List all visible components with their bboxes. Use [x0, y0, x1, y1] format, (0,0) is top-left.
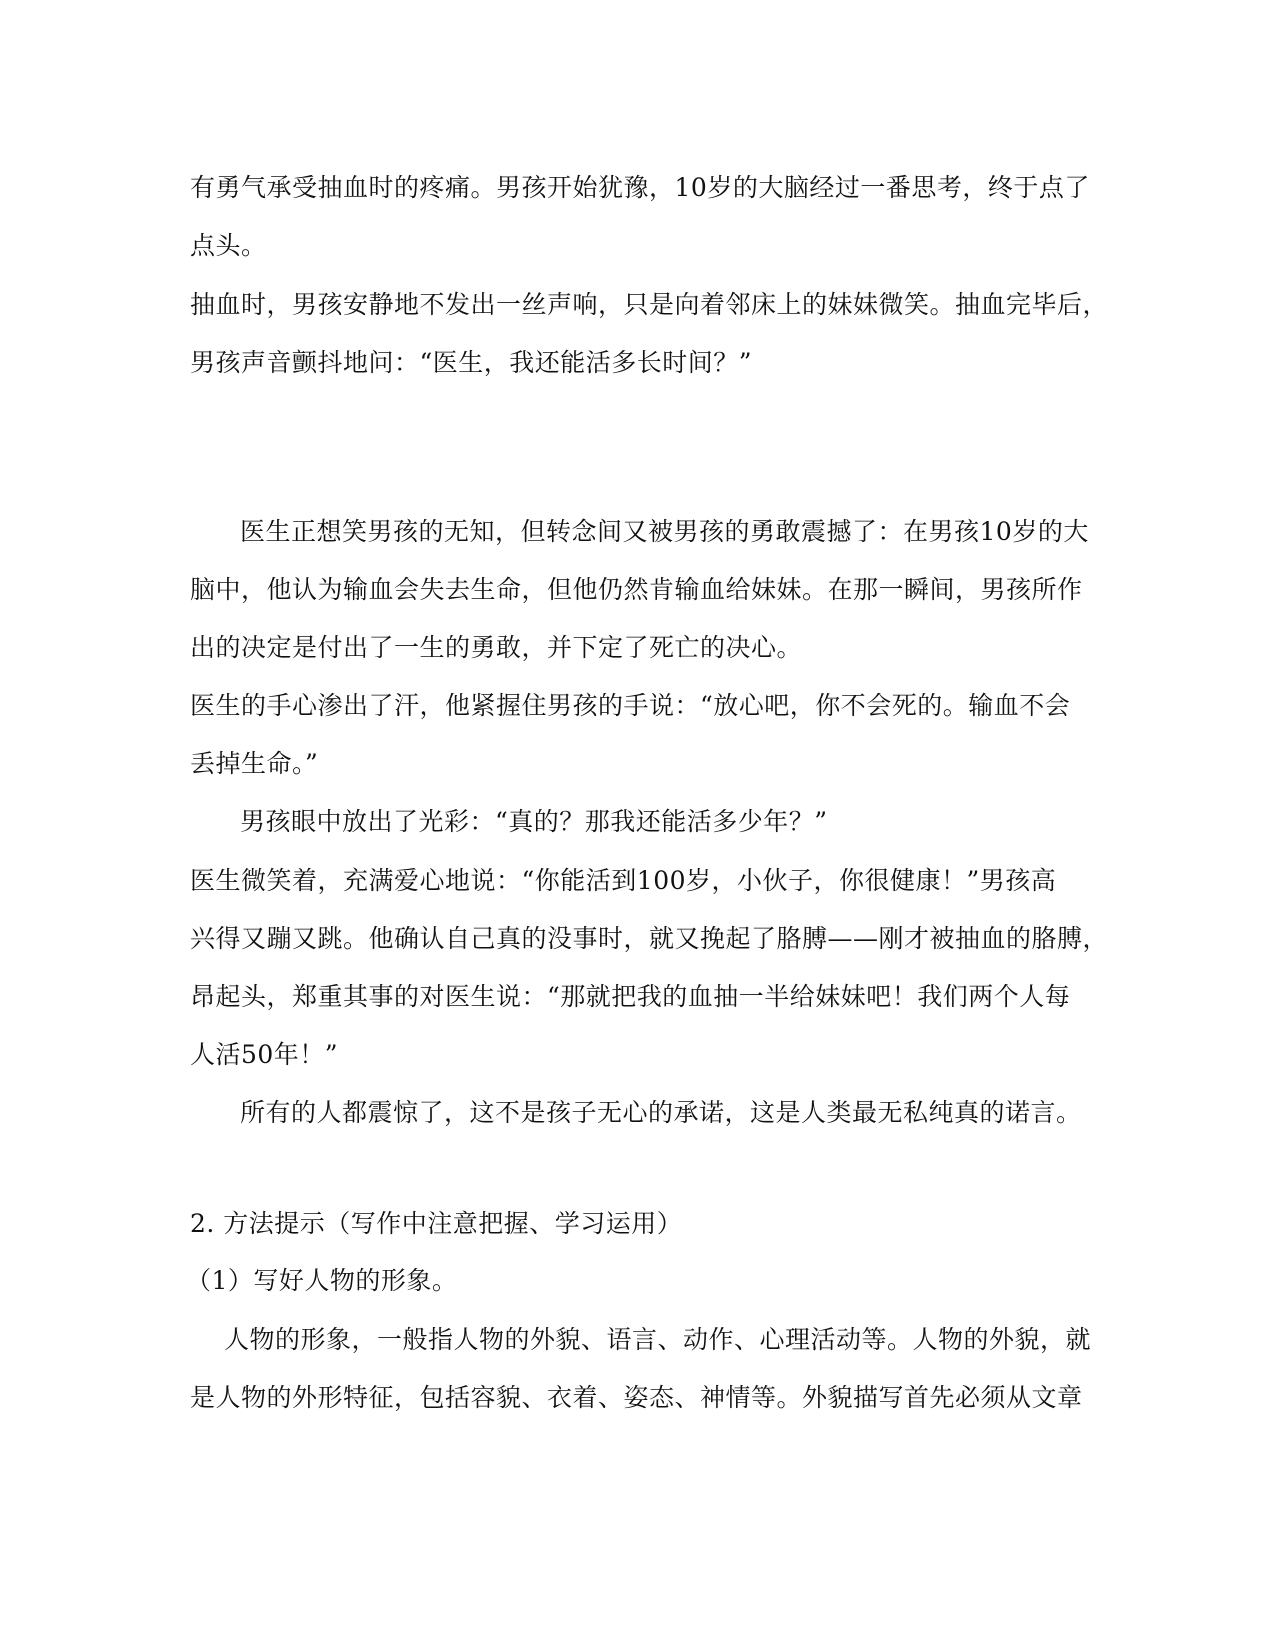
section-heading: 2. 方法提示（写作中注意把握、学习运用） — [190, 1209, 683, 1238]
text-line: 人活50年！” — [190, 1040, 339, 1069]
paragraph-start: 所有的人都震惊了，这不是孩子无心的承诺，这是人类最无私纯真的诺言。 — [240, 1098, 1082, 1127]
text-line: 脑中，他认为输血会失去生命，但他仍然肯输血给妹妹。在那一瞬间，男孩所作 — [190, 575, 1083, 604]
text-line: 医生微笑着，充满爱心地说：“你能活到100岁，小伙子，你很健康！”男孩高 — [190, 866, 1057, 895]
text-line: 出的决定是付出了一生的勇敢，并下定了死亡的决心。 — [190, 633, 803, 662]
text-line: 男孩声音颤抖地问：“医生，我还能活多长时间？” — [190, 348, 753, 377]
text-line: 昂起头，郑重其事的对医生说：“那就把我的血抽一半给妹妹吧！我们两个人每 — [190, 982, 1071, 1011]
subsection-heading: （1）写好人物的形象。 — [186, 1266, 458, 1295]
text-line: 是人物的外形特征，包括容貌、衣着、姿态、神情等。外貌描写首先必须从文章 — [190, 1383, 1083, 1412]
text-line: 抽血时，男孩安静地不发出一丝声响，只是向着邻床上的妹妹微笑。抽血完毕后， — [190, 290, 1109, 319]
text-line: 有勇气承受抽血时的疼痛。男孩开始犹豫，10岁的大脑经过一番思考，终于点了 — [190, 173, 1090, 202]
text-line: 丢掉生命。” — [190, 749, 319, 778]
text-line: 医生的手心渗出了汗，他紧握住男孩的手说：“放心吧，你不会死的。输血不会 — [190, 691, 1071, 720]
text-line: 兴得又蹦又跳。他确认自己真的没事时，就又挽起了胳膊——刚才被抽血的胳膊， — [190, 924, 1109, 953]
paragraph-start: 男孩眼中放出了光彩：“真的？那我还能活多少年？” — [240, 807, 828, 836]
text-line: 点头。 — [190, 231, 267, 260]
paragraph-start: 医生正想笑男孩的无知，但转念间又被男孩的勇敢震撼了：在男孩10岁的大 — [240, 517, 1089, 546]
paragraph-start: 人物的形象，一般指人物的外貌、语言、动作、心理活动等。人物的外貌，就 — [224, 1325, 1092, 1354]
